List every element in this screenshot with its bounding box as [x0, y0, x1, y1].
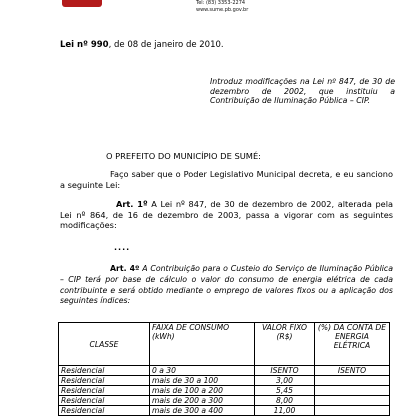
article-1-text: A Lei nº 847, de 30 de dezembro de 2002, alterada pela Lei nº 864, de 16 de dezembro de 2003, passa a vigorar com as seguintes modificações:	[60, 199, 393, 231]
header-classe: CLASSE	[59, 323, 150, 366]
tariff-table	[58, 322, 390, 416]
table-row	[59, 366, 390, 376]
table-row	[59, 386, 390, 396]
mayor-heading: O PREFEITO DO MUNICÍPIO DE SUMÉ:	[106, 151, 261, 161]
law-number: Lei nº 990	[60, 40, 109, 50]
cell-percent	[315, 406, 390, 416]
table-header-row	[59, 323, 390, 366]
cell-faixa: mais de 30 a 100	[150, 376, 255, 386]
cell-valor: 8,00	[255, 396, 315, 406]
cell-classe: Residencial	[59, 406, 150, 416]
table-row	[59, 376, 390, 386]
header-faixa: FAIXA DE CONSUMO (kWh)	[150, 323, 255, 366]
cell-percent: ISENTO	[315, 366, 390, 376]
law-date: , de 08 de janeiro de 2010.	[108, 40, 224, 50]
law-title	[60, 40, 224, 50]
header-valor: VALOR FIXO (R$)	[255, 323, 315, 366]
cell-faixa: mais de 200 a 300	[150, 396, 255, 406]
table-row	[59, 406, 390, 416]
header-contact	[196, 0, 248, 14]
cell-classe: Residencial	[59, 376, 150, 386]
cell-faixa: mais de 100 a 200	[150, 386, 255, 396]
intro-paragraph: Faço saber que o Poder Legislativo Municipal decreta, e eu sanciono a seguinte Lei:	[60, 169, 393, 190]
municipality-logo	[62, 0, 102, 7]
cell-valor: 3,00	[255, 376, 315, 386]
cell-faixa: mais de 300 a 400	[150, 406, 255, 416]
ellipsis: ....	[114, 243, 131, 252]
table-row	[59, 396, 390, 406]
header-percent: (%) DA CONTA DE ENERGIA ELÉTRICA	[315, 323, 390, 366]
header-phone: Tel: (83) 3353-2274	[196, 0, 246, 6]
article-4	[60, 264, 393, 307]
header-website: www.sume.pb.gov.br	[196, 7, 249, 13]
article-4-label: Art. 4º	[110, 264, 140, 273]
cell-valor: 5,45	[255, 386, 315, 396]
cell-percent	[315, 396, 390, 406]
cell-valor: 11,00	[255, 406, 315, 416]
cell-percent	[315, 386, 390, 396]
article-1	[60, 199, 393, 231]
cell-classe: Residencial	[59, 366, 150, 376]
article-4-text: A Contribuição para o Custeio do Serviço de Iluminação Pública – CIP terá por base de cálculo o valor do consumo de energia elétrica de cada contribuinte e será obtido mediante o emprego de valores fixos ou a aplicação dos seguintes índices:	[60, 264, 393, 306]
cell-faixa: 0 a 30	[150, 366, 255, 376]
cell-classe: Residencial	[59, 386, 150, 396]
cell-percent	[315, 376, 390, 386]
cell-valor: ISENTO	[255, 366, 315, 376]
law-summary: Introduz modificações na Lei nº 847, de 30 de dezembro de 2002, que instituiu a Contribuição de Iluminação Pública – CIP.	[210, 77, 395, 106]
article-1-label: Art. 1º	[116, 199, 148, 209]
cell-classe: Residencial	[59, 396, 150, 406]
